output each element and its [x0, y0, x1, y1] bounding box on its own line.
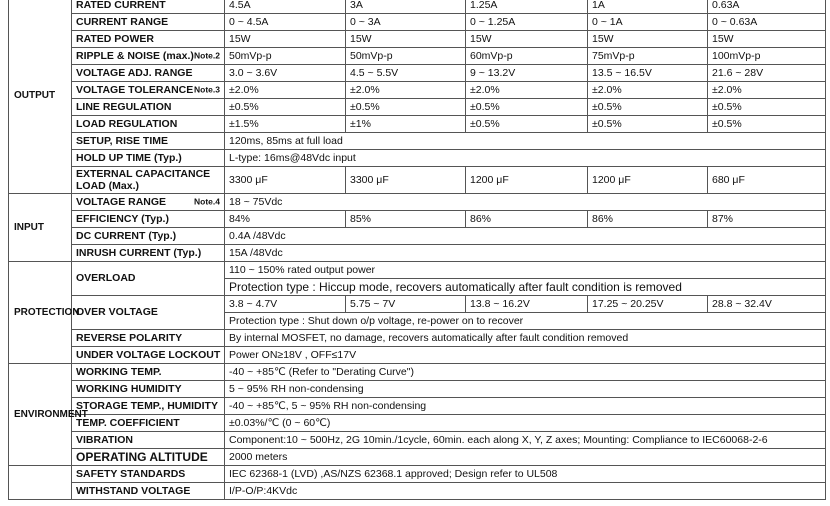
cell: 15W [466, 31, 588, 48]
label-over-voltage: OVER VOLTAGE [72, 296, 225, 330]
cell: 2000 meters [225, 449, 826, 466]
cell: 680 μF [708, 167, 826, 194]
label-reverse-polarity: REVERSE POLARITY [72, 330, 225, 347]
section-output: OUTPUT [9, 0, 72, 194]
label-line: EXTERNAL CAPACITANCE [76, 168, 211, 180]
cell: ±0.5% [708, 116, 826, 133]
row-overload-1 [9, 262, 826, 279]
row-efficiency [9, 211, 826, 228]
row-over-voltage-1 [9, 296, 826, 313]
label-voltage-tolerance [72, 82, 225, 99]
note-label: Note.4 [194, 196, 220, 207]
note-label: Note.2 [194, 50, 220, 61]
label-temp-coeff: TEMP. COEFFICIENT [72, 415, 225, 432]
cell: 0.63A [708, 0, 826, 14]
cell: Protection type : Hiccup mode, recovers automatically after fault condition is removed [225, 279, 826, 296]
cell: I/P-O/P:4KVdc [225, 483, 826, 500]
cell: 21.6 ~ 28V [708, 65, 826, 82]
row-temp-coeff [9, 415, 826, 432]
section-input: INPUT [9, 194, 72, 262]
row-ext-cap [9, 167, 826, 194]
row-uvlo [9, 347, 826, 364]
cell: 110 ~ 150% rated output power [225, 262, 826, 279]
label-current-range: CURRENT RANGE [72, 14, 225, 31]
cell: 0 ~ 4.5A [225, 14, 346, 31]
label-altitude: OPERATING ALTITUDE [72, 449, 225, 466]
row-inrush-current [9, 245, 826, 262]
label-working-temp: WORKING TEMP. [72, 364, 225, 381]
cell: 1.25A [466, 0, 588, 14]
cell: L-type: 16ms@48Vdc input [225, 150, 826, 167]
cell: ±2.0% [346, 82, 466, 99]
label-voltage-adj: VOLTAGE ADJ. RANGE [72, 65, 225, 82]
cell: 13.8 ~ 16.2V [466, 296, 588, 313]
cell: 4.5 ~ 5.5V [346, 65, 466, 82]
cell: 3.8 ~ 4.7V [225, 296, 346, 313]
row-current-range [9, 14, 826, 31]
cell: 0 ~ 1.25A [466, 14, 588, 31]
cell: 5.75 ~ 7V [346, 296, 466, 313]
row-ripple-noise [9, 48, 826, 65]
spec-table [8, 0, 826, 500]
row-voltage-tolerance [9, 82, 826, 99]
cell: 86% [588, 211, 708, 228]
label-storage: STORAGE TEMP., HUMIDITY [72, 398, 225, 415]
cell: IEC 62368-1 (LVD) ,AS/NZS 62368.1 approved; Design refer to UL508 [225, 466, 826, 483]
cell: 15W [346, 31, 466, 48]
section-safety [9, 466, 72, 500]
cell: 13.5 ~ 16.5V [588, 65, 708, 82]
cell: ±0.5% [588, 116, 708, 133]
cell: ±0.5% [588, 99, 708, 116]
label-rated-power: RATED POWER [72, 31, 225, 48]
row-working-humidity [9, 381, 826, 398]
cell: 9 ~ 13.2V [466, 65, 588, 82]
label-efficiency: EFFICIENCY (Typ.) [72, 211, 225, 228]
label-safety-standards: SAFETY STANDARDS [72, 466, 225, 483]
cell: 28.8 ~ 32.4V [708, 296, 826, 313]
row-storage [9, 398, 826, 415]
cell: ±1.5% [225, 116, 346, 133]
label-line: LOAD (Max.) [76, 180, 139, 192]
cell: -40 ~ +85℃, 5 ~ 95% RH non-condensing [225, 398, 826, 415]
label-text: RIPPLE & NOISE (max.) [76, 49, 194, 62]
row-safety-standards [9, 466, 826, 483]
cell: -40 ~ +85℃ (Refer to "Derating Curve") [225, 364, 826, 381]
cell: ±0.5% [466, 116, 588, 133]
cell: 85% [346, 211, 466, 228]
cell: 0 ~ 1A [588, 14, 708, 31]
cell: 15A /48Vdc [225, 245, 826, 262]
cell: 3.0 ~ 3.6V [225, 65, 346, 82]
cell: 18 ~ 75Vdc [225, 194, 826, 211]
label-text: VOLTAGE RANGE [76, 195, 167, 208]
cell: ±2.0% [225, 82, 346, 99]
label-ext-cap [72, 167, 225, 194]
cell: 3300 μF [225, 167, 346, 194]
label-input-voltage [72, 194, 225, 211]
cell: ±0.5% [708, 99, 826, 116]
cell: 15W [708, 31, 826, 48]
cell: Protection type : Shut down o/p voltage, re-power on to recover [225, 313, 826, 330]
cell: 0 ~ 0.63A [708, 14, 826, 31]
section-environment: ENVIRONMENT [9, 364, 72, 466]
label-withstand: WITHSTAND VOLTAGE [72, 483, 225, 500]
cell: 0 ~ 3A [346, 14, 466, 31]
cell: 120ms, 85ms at full load [225, 133, 826, 150]
label-uvlo: UNDER VOLTAGE LOCKOUT [72, 347, 225, 364]
row-hold-up [9, 150, 826, 167]
label-rated-current: RATED CURRENT [72, 0, 225, 14]
note-label: Note.3 [194, 84, 220, 95]
row-line-regulation [9, 99, 826, 116]
cell: 4.5A [225, 0, 346, 14]
row-input-voltage [9, 194, 826, 211]
label-vibration: VIBRATION [72, 432, 225, 449]
cell: 1200 μF [466, 167, 588, 194]
label-dc-current: DC CURRENT (Typ.) [72, 228, 225, 245]
label-working-humidity: WORKING HUMIDITY [72, 381, 225, 398]
cell: 100mVp-p [708, 48, 826, 65]
cell: ±0.5% [346, 99, 466, 116]
cell: 1A [588, 0, 708, 14]
cell: 1200 μF [588, 167, 708, 194]
label-line-regulation: LINE REGULATION [72, 99, 225, 116]
row-dc-current [9, 228, 826, 245]
section-protection: PROTECTION [9, 262, 72, 364]
cell: Component:10 ~ 500Hz, 2G 10min./1cycle, 60min. each along X, Y, Z axes; Mounting: Compliance to IEC60068-2-6 [225, 432, 826, 449]
cell: 0.4A /48Vdc [225, 228, 826, 245]
label-ripple-noise [72, 48, 225, 65]
row-rated-current [9, 0, 826, 14]
cell: 86% [466, 211, 588, 228]
row-setup-rise [9, 133, 826, 150]
label-inrush-current: INRUSH CURRENT (Typ.) [72, 245, 225, 262]
cell: ±1% [346, 116, 466, 133]
cell: ±0.03%/℃ (0 ~ 60℃) [225, 415, 826, 432]
cell: 87% [708, 211, 826, 228]
cell: 15W [225, 31, 346, 48]
label-hold-up: HOLD UP TIME (Typ.) [72, 150, 225, 167]
cell: ±2.0% [708, 82, 826, 99]
cell: ±0.5% [225, 99, 346, 116]
row-withstand [9, 483, 826, 500]
cell: 75mVp-p [588, 48, 708, 65]
row-voltage-adj [9, 65, 826, 82]
row-working-temp [9, 364, 826, 381]
row-load-regulation [9, 116, 826, 133]
cell: 3300 μF [346, 167, 466, 194]
cell: ±0.5% [466, 99, 588, 116]
cell: 15W [588, 31, 708, 48]
label-load-regulation: LOAD REGULATION [72, 116, 225, 133]
cell: 84% [225, 211, 346, 228]
cell: 50mVp-p [346, 48, 466, 65]
cell: Power ON≥18V , OFF≤17V [225, 347, 826, 364]
cell: 60mVp-p [466, 48, 588, 65]
label-text: VOLTAGE TOLERANCE [76, 83, 194, 96]
label-overload: OVERLOAD [72, 262, 225, 296]
cell: ±2.0% [588, 82, 708, 99]
cell: 5 ~ 95% RH non-condensing [225, 381, 826, 398]
cell: ±2.0% [466, 82, 588, 99]
cell: 17.25 ~ 20.25V [588, 296, 708, 313]
row-altitude [9, 449, 826, 466]
row-rated-power [9, 31, 826, 48]
row-vibration [9, 432, 826, 449]
cell: 50mVp-p [225, 48, 346, 65]
label-setup-rise: SETUP, RISE TIME [72, 133, 225, 150]
cell: By internal MOSFET, no damage, recovers automatically after fault condition removed [225, 330, 826, 347]
cell: 3A [346, 0, 466, 14]
row-reverse-polarity [9, 330, 826, 347]
